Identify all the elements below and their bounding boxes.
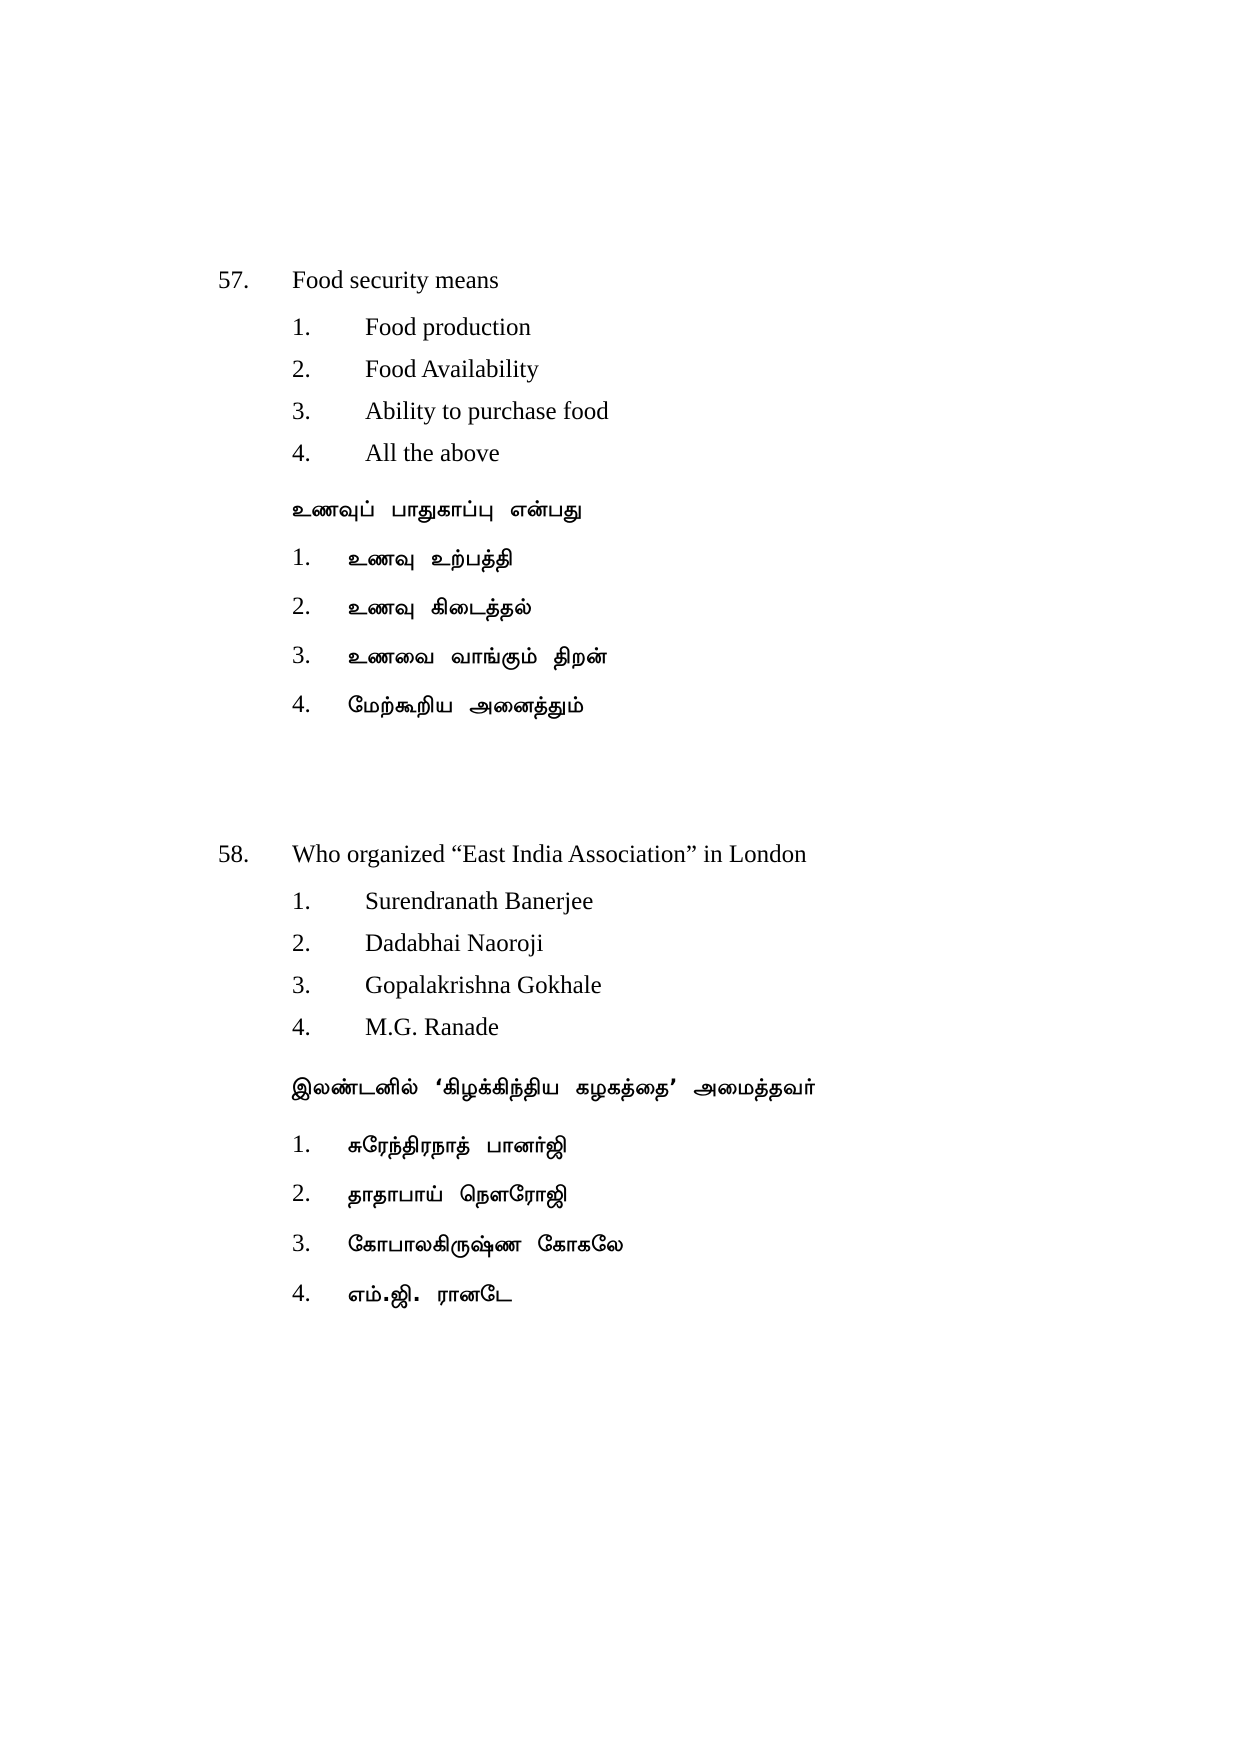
option-3 xyxy=(292,397,609,427)
option-number: 1. xyxy=(292,1131,311,1158)
option-4 xyxy=(292,1013,499,1043)
tamil-option-2 xyxy=(292,1179,568,1209)
option-text: M.G. Ranade xyxy=(365,1014,499,1041)
option-4 xyxy=(292,439,500,469)
option-number: 3. xyxy=(292,642,311,669)
option-number: 4. xyxy=(292,440,311,467)
option-number: 1. xyxy=(292,544,311,571)
option-text: எம்.ஜி. ரானடே xyxy=(348,1282,513,1306)
option-2 xyxy=(292,355,539,385)
option-1 xyxy=(292,887,593,917)
option-2 xyxy=(292,929,543,959)
tamil-question-text: உணவுப் பாதுகாப்பு என்பது xyxy=(292,497,583,521)
option-text: Ability to purchase food xyxy=(365,398,609,425)
option-text: Gopalakrishna Gokhale xyxy=(365,972,602,999)
question-stem xyxy=(218,840,807,870)
option-number: 3. xyxy=(292,398,311,425)
option-text: Dadabhai Naoroji xyxy=(365,930,544,957)
option-text: உணவு உற்பத்தி xyxy=(348,546,514,570)
option-text: உணவு கிடைத்தல் xyxy=(348,595,533,619)
tamil-option-4 xyxy=(292,1279,512,1309)
question-stem xyxy=(218,266,499,296)
option-text: Food production xyxy=(365,314,531,341)
option-number: 4. xyxy=(292,691,311,718)
question-number: 57. xyxy=(218,267,250,294)
option-text: சுரேந்திரநாத் பானர்ஜி xyxy=(348,1133,568,1157)
option-number: 2. xyxy=(292,930,311,957)
option-text: தாதாபாய் நௌரோஜி xyxy=(348,1182,569,1206)
option-text: Surendranath Banerjee xyxy=(365,888,594,915)
tamil-option-3 xyxy=(292,641,607,671)
option-number: 3. xyxy=(292,1230,311,1257)
option-number: 4. xyxy=(292,1280,311,1307)
option-3 xyxy=(292,971,602,1001)
option-number: 2. xyxy=(292,1180,311,1207)
option-text: All the above xyxy=(365,440,500,467)
option-text: உணவை வாங்கும் திறன் xyxy=(348,644,608,668)
tamil-option-1 xyxy=(292,543,514,573)
option-number: 2. xyxy=(292,356,311,383)
option-text: மேற்கூறிய அனைத்தும் xyxy=(348,693,585,717)
option-number: 1. xyxy=(292,888,311,915)
question-number: 58. xyxy=(218,841,250,868)
option-number: 4. xyxy=(292,1014,311,1041)
option-1 xyxy=(292,313,531,343)
tamil-option-2 xyxy=(292,592,532,622)
option-number: 2. xyxy=(292,593,311,620)
tamil-option-4 xyxy=(292,690,584,720)
question-text: Who organized “East India Association” in London xyxy=(292,841,807,868)
option-text: கோபாலகிருஷ்ண கோகலே xyxy=(348,1232,625,1256)
option-number: 1. xyxy=(292,314,311,341)
tamil-option-1 xyxy=(292,1130,568,1160)
tamil-option-3 xyxy=(292,1229,624,1259)
option-number: 3. xyxy=(292,972,311,999)
tamil-question-text: இலண்டனில் ‘கிழக்கிந்திய கழகத்தை’ அமைத்தவர் xyxy=(292,1075,816,1099)
question-text: Food security means xyxy=(292,267,499,294)
option-text: Food Availability xyxy=(365,356,539,383)
